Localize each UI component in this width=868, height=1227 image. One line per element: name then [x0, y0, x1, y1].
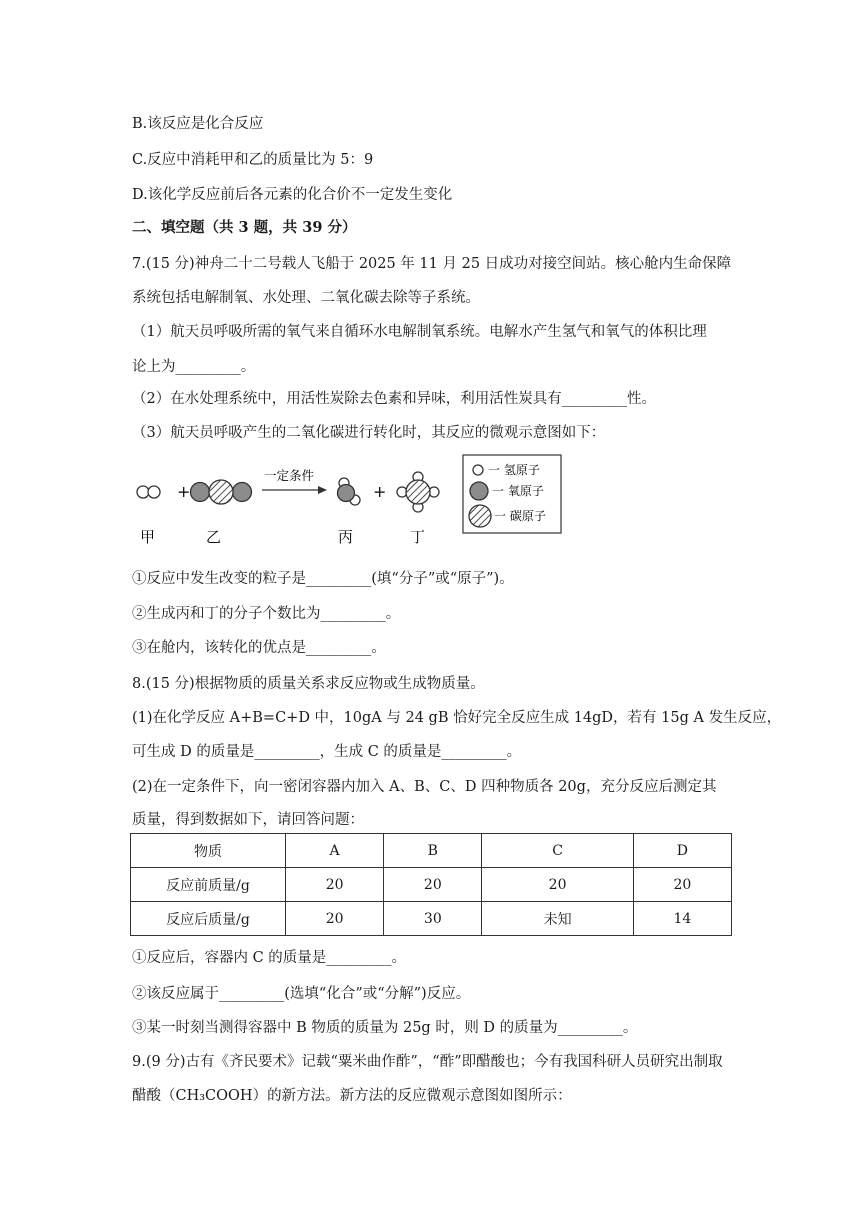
- table-cell: 20: [286, 902, 384, 936]
- table-row: [131, 902, 732, 936]
- legend-hydrogen-icon: [473, 465, 483, 475]
- q7-sub3: ③在舱内，该转化的优点是_________。: [132, 640, 386, 656]
- table-header-cell: C: [482, 834, 633, 868]
- q8-sub2: ②该反应属于_________(选填“化合”或“分解”)反应。: [132, 986, 471, 1002]
- q8-sub3: ③某一时刻当测得容器中 B 物质的质量为 25g 时，则 D 的质量为_________。: [132, 1020, 638, 1036]
- reaction-micro-diagram: [128, 452, 568, 552]
- q7-sub1: ①反应中发生改变的粒子是_________(填“分子”或“原子”)。: [132, 571, 514, 587]
- table-cell: 反应后质量/g: [131, 902, 286, 936]
- legend-carbon-label: 一 碳原子: [494, 509, 546, 523]
- legend-oxygen-icon: [470, 482, 488, 500]
- q7-part1-line2: 论上为_________。: [132, 359, 256, 375]
- table-cell: 未知: [482, 902, 633, 936]
- table-cell: 30: [384, 902, 482, 936]
- table-header-cell: A: [286, 834, 384, 868]
- oxygen-atom: [338, 485, 355, 502]
- label-jia: 甲: [140, 528, 156, 546]
- carbon-atom: [209, 480, 233, 504]
- option-c: C.反应中消耗甲和乙的质量比为 5：9: [132, 152, 374, 168]
- oxygen-atom: [191, 483, 210, 502]
- q7-sub2: ②生成丙和丁的分子个数比为_________。: [132, 606, 401, 622]
- methane-molecule: [397, 472, 439, 512]
- legend-oxygen-label: 一 氧原子: [492, 484, 544, 498]
- oxygen-atom: [233, 483, 252, 502]
- hydrogen-atom: [148, 486, 160, 498]
- option-b: B.该反应是化合反应: [132, 116, 264, 132]
- table-header-row: [131, 834, 732, 868]
- carbon-atom: [406, 480, 430, 504]
- table-header-cell: B: [384, 834, 482, 868]
- table-header-cell: 物质: [131, 834, 286, 868]
- table-cell: 20: [633, 868, 731, 902]
- arrow-head: [318, 486, 327, 494]
- carbon-dioxide-molecule: [191, 480, 252, 504]
- option-d: D.该化学反应前后各元素的化合价不一定发生变化: [132, 187, 453, 203]
- q7-part3: （3）航天员呼吸产生的二氧化碳进行转化时，其反应的微观示意图如下：: [132, 425, 606, 441]
- mass-data-table: [130, 833, 732, 936]
- q8-part1-line1: (1)在化学反应 A+B=C+D 中，10gA 与 24 gB 恰好完全反应生成 14gD，若有 15g A 发生反应，: [132, 710, 782, 726]
- table-cell: 反应前质量/g: [131, 868, 286, 902]
- q7-stem-line1: 7.(15 分)神舟二十二号载人飞船于 2025 年 11 月 25 日成功对接空间站。核心舱内生命保障: [132, 256, 732, 272]
- q8-part2-line1: (2)在一定条件下，向一密闭容器内加入 A、B、C、D 四种物质各 20g，充分反应后测定其: [132, 779, 717, 795]
- table-cell: 20: [482, 868, 633, 902]
- legend-hydrogen-label: 一 氢原子: [488, 463, 540, 477]
- q8-stem: 8.(15 分)根据物质的质量关系求反应物或生成物质量。: [132, 676, 485, 692]
- atom-legend: [463, 455, 561, 533]
- q9-stem-line2: 醋酸（CH₃COOH）的新方法。新方法的反应微观示意图如图所示：: [132, 1088, 572, 1104]
- label-ding: 丁: [410, 528, 426, 546]
- label-yi: 乙: [206, 528, 222, 546]
- table-row: [131, 868, 732, 902]
- legend-carbon-icon: [469, 505, 491, 527]
- table-cell: 14: [633, 902, 731, 936]
- q8-sub1: ①反应后，容器内 C 的质量是_________。: [132, 950, 407, 966]
- table-cell: 20: [286, 868, 384, 902]
- plus-sign: +: [177, 482, 191, 501]
- q9-stem-line1: 9.(9 分)古有《齐民要术》记载“粟米曲作酢”，“酢”即醋酸也；今有我国科研人员研究出制取: [132, 1054, 723, 1070]
- label-bing: 丙: [338, 528, 354, 546]
- q7-part2: （2）在水处理系统中，用活性炭除去色素和异味，利用活性炭具有_________性。: [132, 391, 656, 407]
- q7-stem-line2: 系统包括电解制氧、水处理、二氧化碳去除等子系统。: [132, 290, 480, 306]
- hydrogen-atom: [137, 486, 149, 498]
- q8-part2-line2: 质量，得到数据如下，请回答问题：: [132, 812, 364, 828]
- table-cell: 20: [384, 868, 482, 902]
- q7-part1-line1: （1）航天员呼吸所需的氧气来自循环水电解制氧系统。电解水产生氢气和氧气的体积比理: [132, 324, 707, 340]
- water-molecule: [338, 478, 361, 505]
- hydrogen-molecule: [137, 486, 160, 498]
- table-header-cell: D: [633, 834, 731, 868]
- plus-sign: +: [373, 482, 387, 501]
- q8-part1-line2: 可生成 D 的质量是_________，生成 C 的质量是_________。: [132, 744, 522, 760]
- section-heading: 二、填空题（共 3 题，共 39 分）: [132, 219, 357, 236]
- reaction-condition: 一定条件: [264, 468, 315, 483]
